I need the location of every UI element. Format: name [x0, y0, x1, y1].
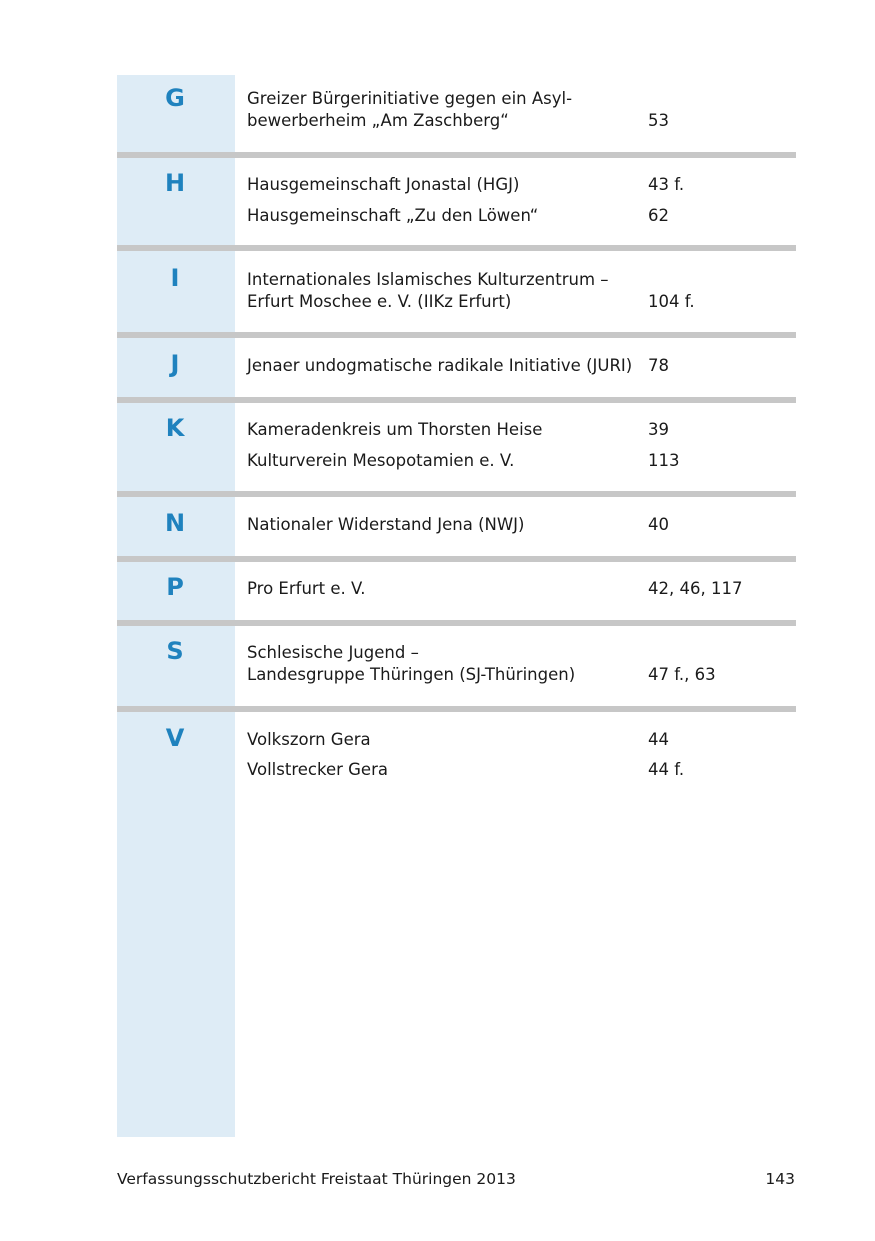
entry-pages: 47 f., 63: [648, 665, 716, 684]
section-divider: [117, 152, 796, 158]
index-letter-s: S: [166, 637, 184, 665]
entry-pages: 113: [648, 451, 680, 470]
entry-text: Schlesische Jugend –: [247, 643, 419, 662]
index-letter-k: K: [165, 414, 185, 442]
section-divider: [117, 397, 796, 403]
index-letter-h: H: [164, 169, 186, 197]
entry-text: Erfurt Moschee e. V. (IIKz Erfurt): [247, 292, 512, 311]
entry-text: Hausgemeinschaft Jonastal (HGJ): [247, 175, 520, 194]
entry-text: Kameradenkreis um Thorsten Heise: [247, 420, 543, 439]
index-entry: [247, 514, 637, 536]
entry-pages: 39: [648, 420, 669, 439]
section-divider: [117, 491, 796, 497]
entry-pages: 44 f.: [648, 760, 685, 779]
entry-text: Nationaler Widerstand Jena (NWJ): [247, 515, 525, 534]
index-entry: [247, 450, 637, 472]
index-entry: [247, 205, 637, 227]
entry-pages: 44: [648, 730, 669, 749]
entry-pages: 43 f.: [648, 175, 685, 194]
entry-pages: 78: [648, 356, 669, 375]
index-entry: [247, 729, 637, 751]
index-letter-i: I: [170, 264, 180, 292]
index-letter-n: N: [164, 509, 186, 537]
entry-text: Greizer Bürgerinitiative gegen ein Asyl-: [247, 89, 573, 108]
entry-text: Vollstrecker Gera: [247, 760, 388, 779]
entry-text: Landesgruppe Thüringen (SJ-Thüringen): [247, 665, 576, 684]
entry-pages: 104 f.: [648, 292, 695, 311]
entry-text: Internationales Islamisches Kulturzentrum –: [247, 270, 609, 289]
entry-text: Kulturverein Mesopotamien e. V.: [247, 451, 515, 470]
index-letter-v: V: [165, 724, 185, 752]
entry-text: bewerberheim „Am Zaschberg“: [247, 111, 509, 130]
footer-title: Verfassungsschutzbericht Freistaat Thüringen 2013: [117, 1170, 516, 1188]
page-number: 143: [765, 1170, 795, 1188]
index-entry: [247, 174, 637, 196]
entry-pages: 40: [648, 515, 669, 534]
index-entry: [247, 578, 637, 600]
index-letter-j: J: [170, 350, 180, 378]
entry-text: Hausgemeinschaft „Zu den Löwen“: [247, 206, 539, 225]
index-entry: [247, 759, 637, 781]
index-letter-g: G: [165, 84, 185, 112]
index-entry: [247, 642, 637, 686]
section-divider: [117, 332, 796, 338]
entry-text: Jenaer undogmatische radikale Initiative (JURI): [247, 356, 633, 375]
section-divider: [117, 706, 796, 712]
index-entry: [247, 355, 637, 377]
index-entry: [247, 88, 637, 132]
index-letter-p: P: [166, 573, 184, 601]
section-divider: [117, 245, 796, 251]
index-entry: [247, 269, 637, 313]
entry-pages: 62: [648, 206, 669, 225]
index-entry: [247, 419, 637, 441]
entry-pages: 42, 46, 117: [648, 579, 743, 598]
entry-text: Pro Erfurt e. V.: [247, 579, 366, 598]
entry-text: Volkszorn Gera: [247, 730, 371, 749]
letter-column-background: [117, 75, 235, 1137]
entry-pages: 53: [648, 111, 669, 130]
section-divider: [117, 620, 796, 626]
section-divider: [117, 556, 796, 562]
